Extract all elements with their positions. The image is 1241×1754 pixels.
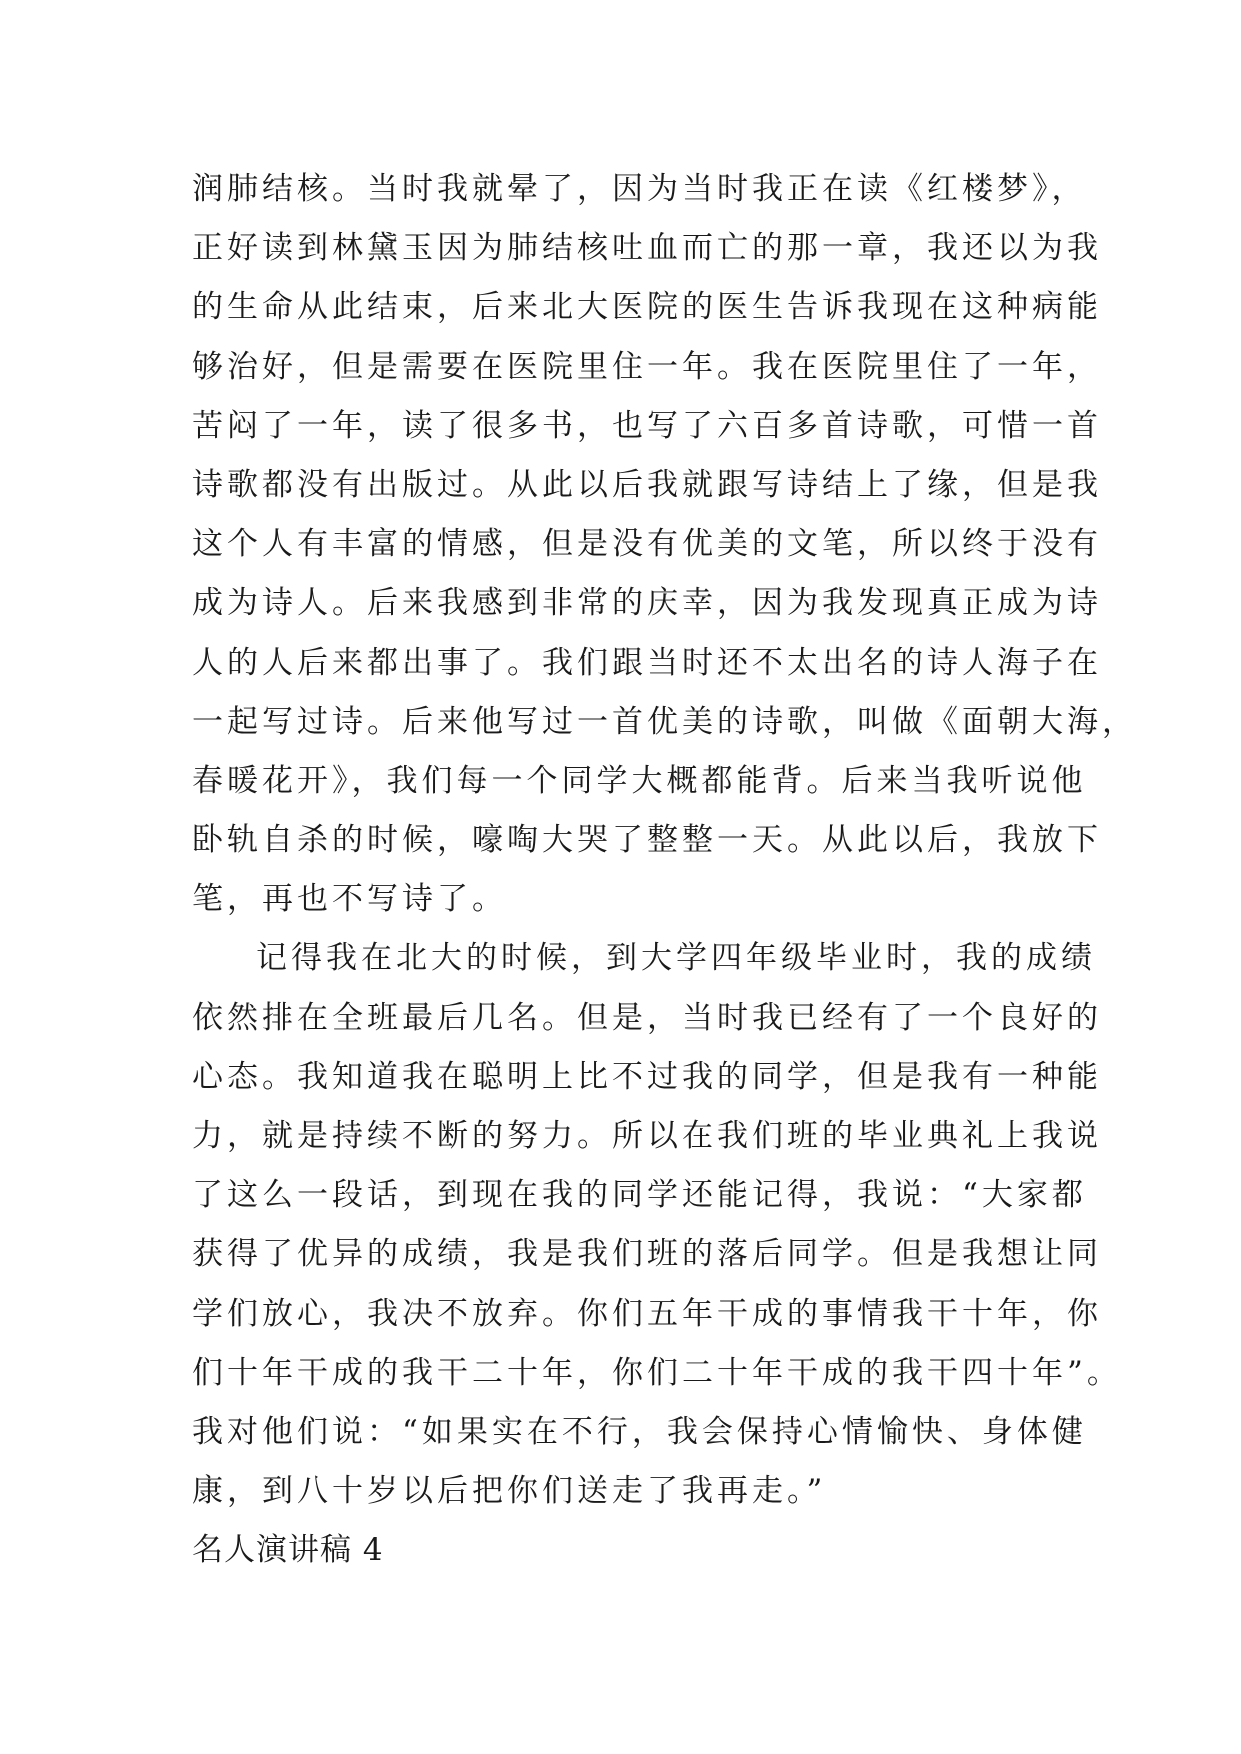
text-line: 卧轨自杀的时候，嚎啕大哭了整整一天。从此以后，我放下 bbox=[192, 822, 1102, 859]
paragraph-2 bbox=[192, 929, 1122, 1521]
document-body bbox=[192, 160, 1137, 1581]
text-line: 够治好，但是需要在医院里住一年。我在医院里住了一年， bbox=[192, 348, 1102, 385]
paragraph-1 bbox=[192, 160, 1137, 929]
text-line: 力，就是持续不断的努力。所以在我们班的毕业典礼上我说 bbox=[192, 1118, 1102, 1154]
text-line: 的生命从此结束，后来北大医院的医生告诉我现在这种病能 bbox=[192, 289, 1102, 326]
text-line: 心态。我知道我在聪明上比不过我的同学，但是我有一种能 bbox=[192, 1058, 1102, 1095]
text-line: 诗歌都没有出版过。从此以后我就跟写诗结上了缘，但是我 bbox=[192, 466, 1102, 503]
text-line: 依然排在全班最后几名。但是，当时我已经有了一个良好的 bbox=[192, 999, 1102, 1036]
text-line: 春暖花开》，我们每一个同学大概都能背。后来当我听说他 bbox=[192, 762, 1087, 799]
text-line: 获得了优异的成绩，我是我们班的落后同学。但是我想让同 bbox=[192, 1236, 1102, 1273]
section-heading: 名人演讲稿 4 bbox=[192, 1532, 384, 1569]
text-line: 们十年干成的我干二十年，你们二十年干成的我干四十年”。 bbox=[192, 1354, 1122, 1391]
text-line: 一起写过诗。后来他写过一首优美的诗歌，叫做《面朝大海， bbox=[192, 703, 1137, 740]
text-line: 成为诗人。后来我感到非常的庆幸，因为我发现真正成为诗 bbox=[192, 585, 1102, 622]
text-line: 笔，再也不写诗了。 bbox=[192, 881, 507, 918]
text-line: 康，到八十岁以后把你们送走了我再走。” bbox=[192, 1473, 827, 1510]
text-line: 学们放心，我决不放弃。你们五年干成的事情我干十年，你 bbox=[192, 1295, 1102, 1332]
text-line: 这个人有丰富的情感，但是没有优美的文笔，所以终于没有 bbox=[192, 526, 1102, 563]
text-line: 我对他们说：“如果实在不行，我会保持心情愉快、身体健 bbox=[192, 1413, 1087, 1450]
text-line: 了这么一段话，到现在我的同学还能记得，我说：“大家都 bbox=[192, 1177, 1087, 1214]
text-line: 记得我在北大的时候，到大学四年级毕业时，我的成绩 bbox=[256, 940, 1096, 977]
text-line: 润肺结核。当时我就晕了，因为当时我正在读《红楼梦》， bbox=[192, 171, 1087, 207]
text-line: 人的人后来都出事了。我们跟当时还不太出名的诗人海子在 bbox=[192, 644, 1102, 681]
text-line: 苦闷了一年，读了很多书，也写了六百多首诗歌，可惜一首 bbox=[192, 407, 1102, 444]
text-line: 正好读到林黛玉因为肺结核吐血而亡的那一章，我还以为我 bbox=[192, 230, 1102, 267]
